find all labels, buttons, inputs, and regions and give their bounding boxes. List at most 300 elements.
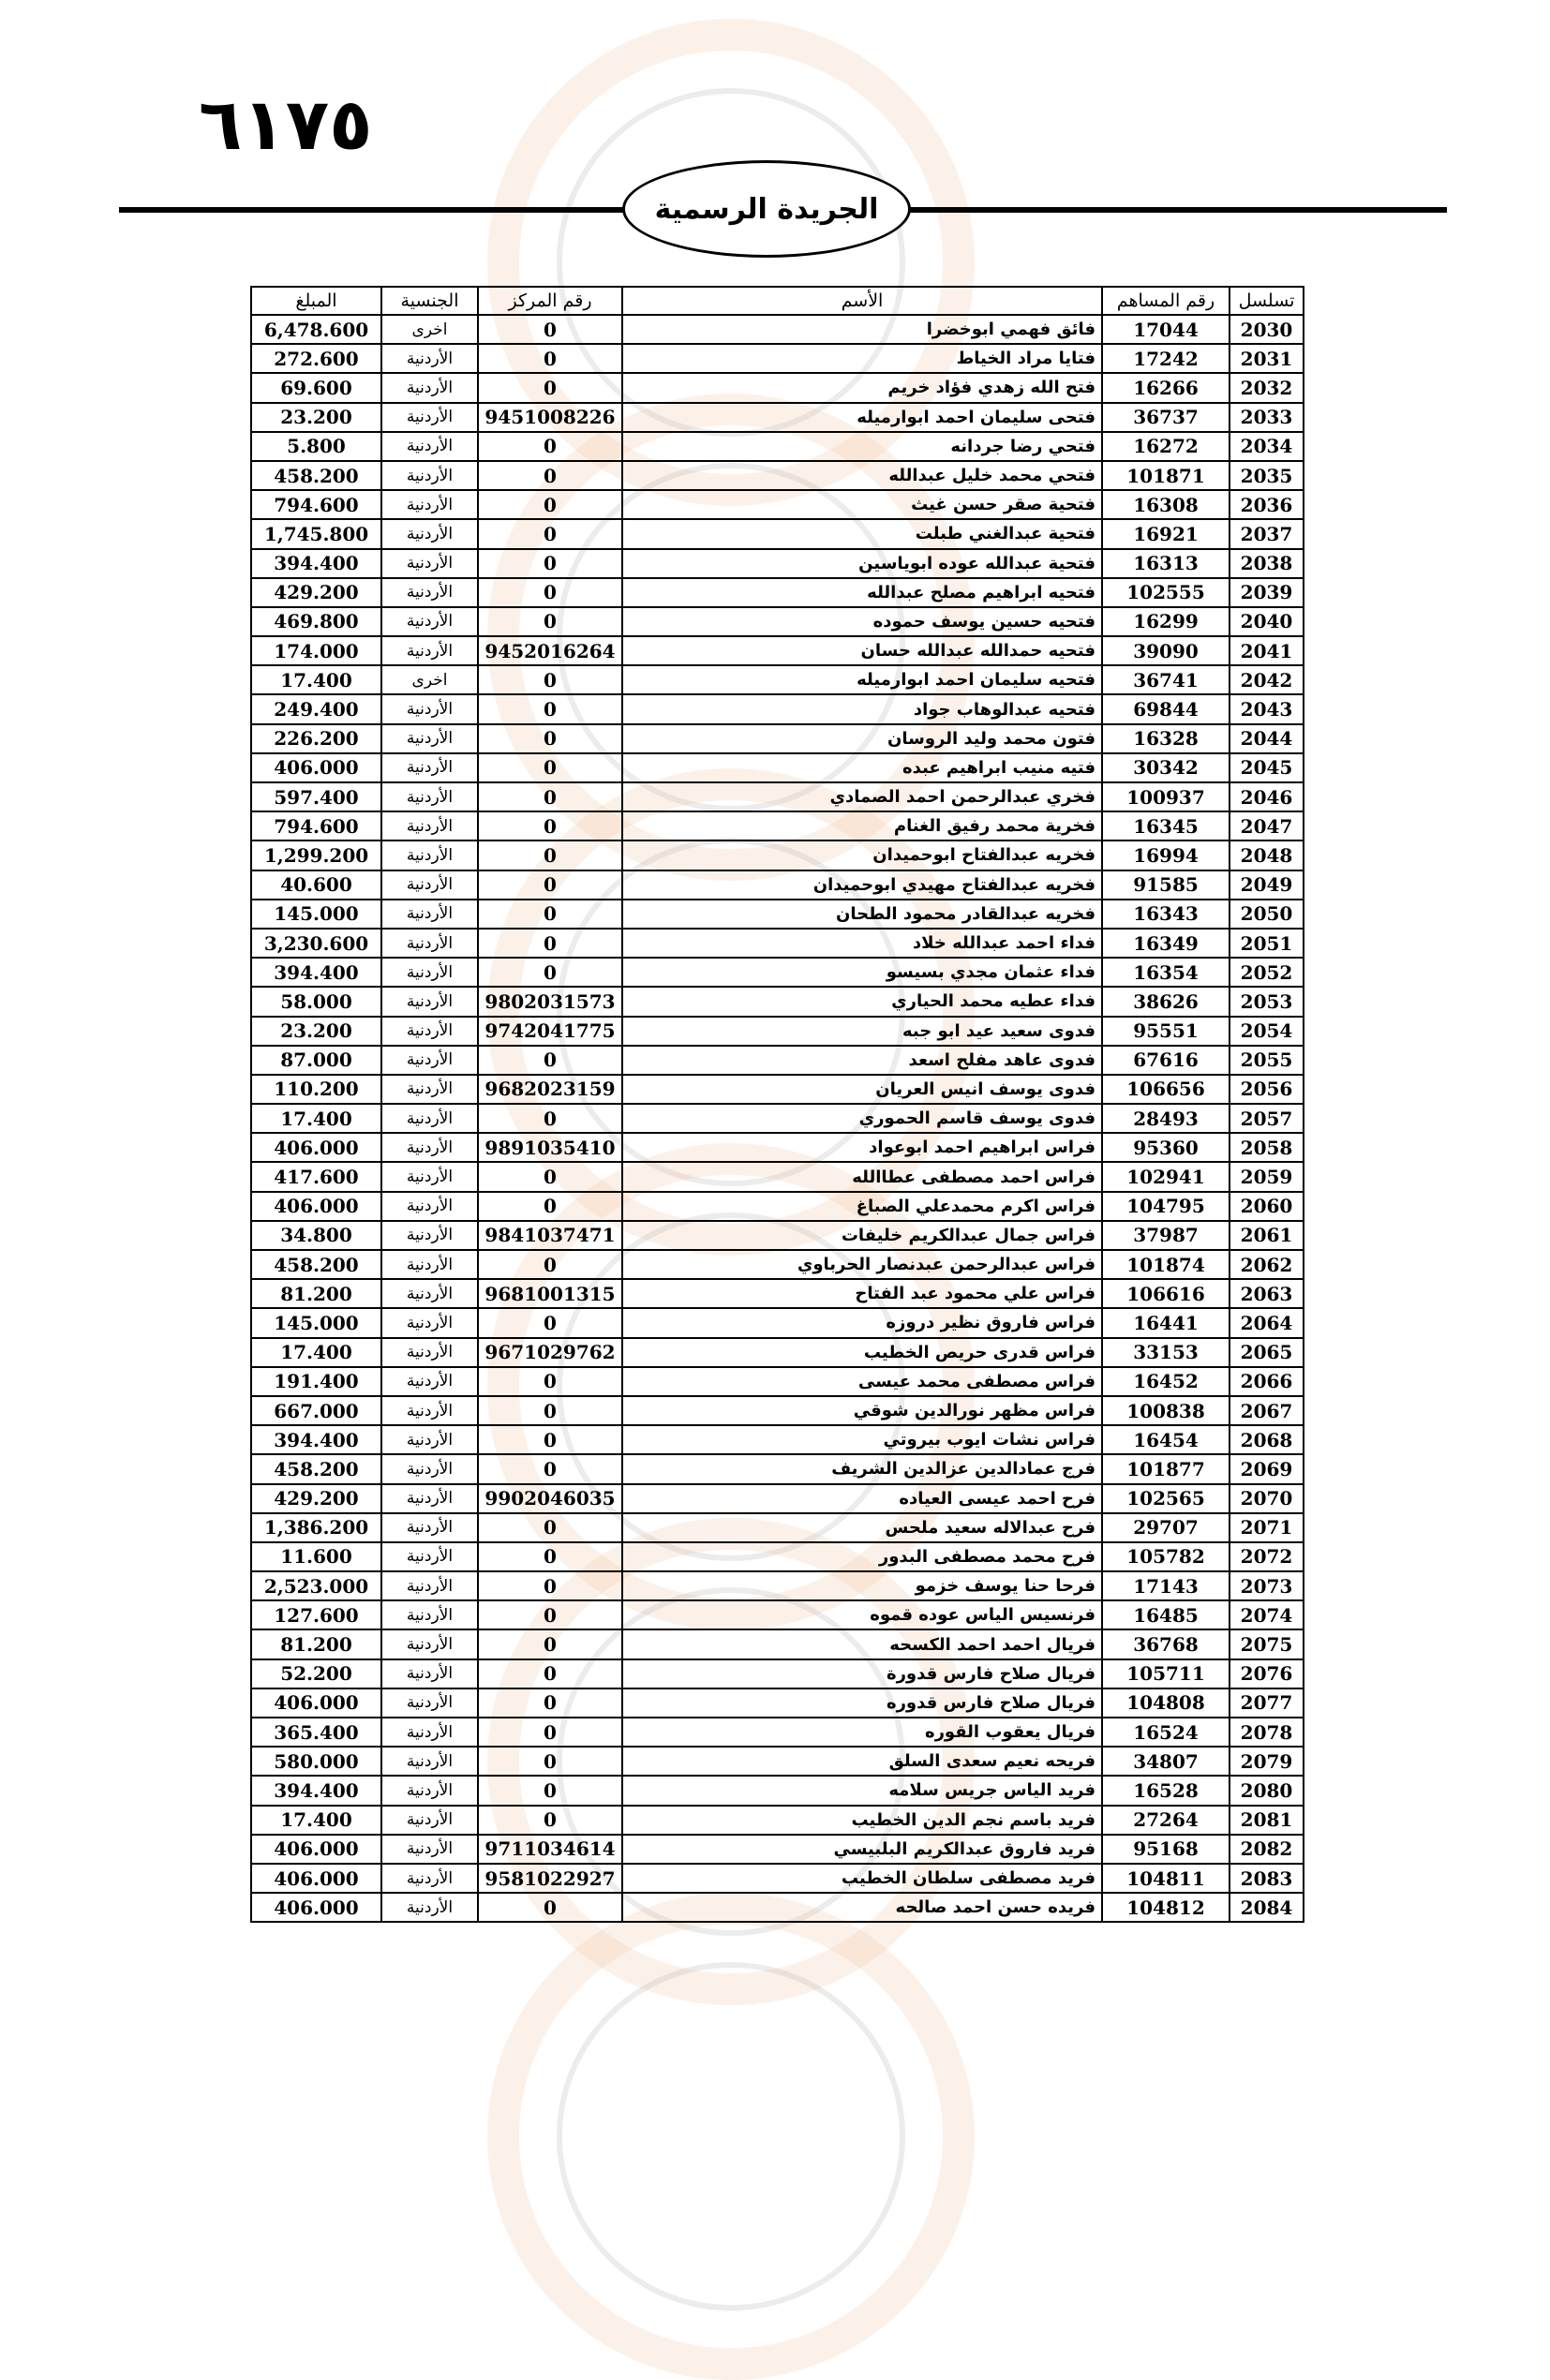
cell-shareholder-no: 37987 [1102, 1221, 1230, 1250]
cell-nationality: الأردنية [381, 1396, 478, 1425]
cell-name: فتحيه حسين يوسف حموده [622, 607, 1102, 636]
cell-shareholder-no: 17044 [1102, 315, 1230, 344]
cell-seq: 2051 [1230, 929, 1304, 958]
cell-name: فتح الله زهدي فؤاد خريم [622, 373, 1102, 402]
table-row [251, 1484, 1304, 1513]
cell-seq: 2053 [1230, 987, 1304, 1016]
cell-shareholder-no: 16266 [1102, 373, 1230, 402]
cell-name: فتحيه حمدالله عبدالله حسان [622, 636, 1102, 665]
cell-seq: 2068 [1230, 1425, 1304, 1454]
table-row [251, 519, 1304, 548]
cell-center-no: 0 [478, 1308, 622, 1337]
column-header-seq: تسلسل [1230, 287, 1304, 315]
cell-name: فدوى يوسف انيس العريان [622, 1075, 1102, 1104]
cell-center-no: 0 [478, 490, 622, 519]
cell-shareholder-no: 16452 [1102, 1367, 1230, 1396]
cell-name: فراس مصطفى محمد عيسى [622, 1367, 1102, 1396]
page-number: ٦١٧٥ [199, 82, 373, 166]
cell-name: فتحيه سليمان احمد ابوارميله [622, 665, 1102, 694]
cell-shareholder-no: 16272 [1102, 432, 1230, 461]
cell-seq: 2035 [1230, 461, 1304, 490]
cell-name: فخري عبدالرحمن احمد الصمادي [622, 782, 1102, 811]
cell-center-no: 0 [478, 811, 622, 840]
table-row [251, 315, 1304, 344]
cell-seq: 2082 [1230, 1835, 1304, 1864]
cell-amount: 87.000 [251, 1046, 381, 1075]
cell-center-no: 0 [478, 432, 622, 461]
cell-name: فتحيه ابراهيم مصلح عبدالله [622, 578, 1102, 607]
table-row [251, 1425, 1304, 1454]
cell-nationality: الأردنية [381, 1192, 478, 1221]
cell-shareholder-no: 106656 [1102, 1075, 1230, 1104]
cell-center-no: 0 [478, 753, 622, 782]
table-row [251, 549, 1304, 578]
cell-seq: 2064 [1230, 1308, 1304, 1337]
cell-seq: 2065 [1230, 1338, 1304, 1367]
cell-seq: 2076 [1230, 1659, 1304, 1688]
cell-seq: 2067 [1230, 1396, 1304, 1425]
cell-shareholder-no: 105711 [1102, 1659, 1230, 1688]
cell-seq: 2084 [1230, 1893, 1304, 1922]
cell-center-no: 0 [478, 1454, 622, 1483]
cell-name: فراس عبدالرحمن عبدنصار الحرباوي [622, 1250, 1102, 1279]
cell-shareholder-no: 105782 [1102, 1542, 1230, 1571]
cell-seq: 2037 [1230, 519, 1304, 548]
cell-name: فتحية عبدالغني طبلت [622, 519, 1102, 548]
cell-name: فرح احمد عيسى العياده [622, 1484, 1102, 1513]
cell-shareholder-no: 16994 [1102, 840, 1230, 870]
cell-amount: 145.000 [251, 1308, 381, 1337]
cell-amount: 17.400 [251, 1104, 381, 1133]
cell-center-no: 0 [478, 1396, 622, 1425]
cell-center-no: 9891035410 [478, 1133, 622, 1162]
table-row [251, 1864, 1304, 1893]
cell-center-no: 0 [478, 724, 622, 753]
cell-name: فرحا حنا يوسف خزمو [622, 1571, 1102, 1600]
cell-nationality: الأردنية [381, 1513, 478, 1542]
cell-amount: 406.000 [251, 1864, 381, 1893]
cell-name: فرح عبدالاله سعيد ملحس [622, 1513, 1102, 1542]
table-row [251, 1629, 1304, 1659]
cell-seq: 2066 [1230, 1367, 1304, 1396]
cell-name: فراس نشات ايوب بيروتي [622, 1425, 1102, 1454]
cell-shareholder-no: 16524 [1102, 1718, 1230, 1747]
cell-name: فراس قدرى حريص الخطيب [622, 1338, 1102, 1367]
cell-name: فتحى سليمان احمد ابوارميله [622, 403, 1102, 432]
table-row [251, 1308, 1304, 1337]
cell-shareholder-no: 16485 [1102, 1600, 1230, 1629]
cell-center-no: 0 [478, 1513, 622, 1542]
table-row [251, 987, 1304, 1016]
cell-seq: 2081 [1230, 1806, 1304, 1835]
cell-nationality: الأردنية [381, 1542, 478, 1571]
cell-name: فخريه عبدالفتاح مهيدي ابوحميدان [622, 870, 1102, 900]
cell-seq: 2061 [1230, 1221, 1304, 1250]
cell-center-no: 9802031573 [478, 987, 622, 1016]
cell-name: فريد مصطفى سلطان الخطيب [622, 1864, 1102, 1893]
cell-nationality: الأردنية [381, 1600, 478, 1629]
table-row [251, 1279, 1304, 1308]
cell-seq: 2050 [1230, 900, 1304, 929]
cell-nationality: الأردنية [381, 1104, 478, 1133]
table-row [251, 344, 1304, 373]
cell-seq: 2044 [1230, 724, 1304, 753]
table-row [251, 636, 1304, 665]
cell-seq: 2046 [1230, 782, 1304, 811]
table-row [251, 403, 1304, 432]
cell-center-no: 0 [478, 900, 622, 929]
table-row [251, 490, 1304, 519]
cell-name: فرنسيس الياس عوده قموه [622, 1600, 1102, 1629]
cell-center-no: 0 [478, 1688, 622, 1718]
cell-amount: 394.400 [251, 1776, 381, 1805]
cell-amount: 17.400 [251, 665, 381, 694]
cell-seq: 2056 [1230, 1075, 1304, 1104]
table-row [251, 753, 1304, 782]
table-row [251, 1162, 1304, 1191]
cell-nationality: الأردنية [381, 1338, 478, 1367]
cell-nationality: الأردنية [381, 1571, 478, 1600]
cell-seq: 2054 [1230, 1017, 1304, 1046]
cell-amount: 127.600 [251, 1600, 381, 1629]
cell-center-no: 0 [478, 1776, 622, 1805]
cell-amount: 667.000 [251, 1396, 381, 1425]
cell-seq: 2063 [1230, 1279, 1304, 1308]
cell-seq: 2077 [1230, 1688, 1304, 1718]
cell-name: فريال احمد احمد الكسحه [622, 1629, 1102, 1659]
table-row [251, 1221, 1304, 1250]
cell-shareholder-no: 69844 [1102, 694, 1230, 723]
cell-center-no: 0 [478, 782, 622, 811]
cell-name: فراس احمد مصطفى عطاالله [622, 1162, 1102, 1191]
cell-amount: 6,478.600 [251, 315, 381, 344]
cell-amount: 394.400 [251, 958, 381, 987]
cell-amount: 81.200 [251, 1279, 381, 1308]
cell-amount: 17.400 [251, 1338, 381, 1367]
shareholders-table [250, 286, 1304, 1923]
table-row [251, 900, 1304, 929]
cell-center-no: 9452016264 [478, 636, 622, 665]
cell-amount: 1,386.200 [251, 1513, 381, 1542]
table-row [251, 1396, 1304, 1425]
table-row [251, 1835, 1304, 1864]
cell-nationality: الأردنية [381, 929, 478, 958]
column-header-nationality: الجنسية [381, 287, 478, 315]
cell-amount: 272.600 [251, 344, 381, 373]
cell-amount: 458.200 [251, 1454, 381, 1483]
cell-seq: 2042 [1230, 665, 1304, 694]
cell-center-no: 0 [478, 958, 622, 987]
cell-center-no: 9711034614 [478, 1835, 622, 1864]
cell-amount: 191.400 [251, 1367, 381, 1396]
cell-shareholder-no: 27264 [1102, 1806, 1230, 1835]
cell-amount: 406.000 [251, 1835, 381, 1864]
cell-name: فتحي رضا جردانه [622, 432, 1102, 461]
cell-nationality: الأردنية [381, 1629, 478, 1659]
cell-center-no: 0 [478, 373, 622, 402]
cell-nationality: الأردنية [381, 1893, 478, 1922]
cell-nationality: الأردنية [381, 403, 478, 432]
cell-shareholder-no: 106616 [1102, 1279, 1230, 1308]
cell-nationality: الأردنية [381, 1250, 478, 1279]
table-row [251, 1776, 1304, 1805]
cell-shareholder-no: 16528 [1102, 1776, 1230, 1805]
cell-name: فدوى سعيد عيد ابو جبه [622, 1017, 1102, 1046]
cell-nationality: الأردنية [381, 1221, 478, 1250]
cell-nationality: الأردنية [381, 1659, 478, 1688]
table-row [251, 1893, 1304, 1922]
cell-shareholder-no: 16441 [1102, 1308, 1230, 1337]
cell-name: فدوى يوسف قاسم الحموري [622, 1104, 1102, 1133]
cell-seq: 2079 [1230, 1747, 1304, 1776]
cell-shareholder-no: 104812 [1102, 1893, 1230, 1922]
cell-name: فداء عثمان مجدي بسيسو [622, 958, 1102, 987]
cell-shareholder-no: 67616 [1102, 1046, 1230, 1075]
table-row [251, 607, 1304, 636]
cell-nationality: الأردنية [381, 1017, 478, 1046]
cell-nationality: الأردنية [381, 1133, 478, 1162]
cell-seq: 2036 [1230, 490, 1304, 519]
cell-seq: 2033 [1230, 403, 1304, 432]
cell-nationality: الأردنية [381, 519, 478, 548]
cell-shareholder-no: 28493 [1102, 1104, 1230, 1133]
cell-name: فتايا مراد الخياط [622, 344, 1102, 373]
cell-seq: 2080 [1230, 1776, 1304, 1805]
cell-center-no: 9841037471 [478, 1221, 622, 1250]
cell-shareholder-no: 101877 [1102, 1454, 1230, 1483]
cell-name: فريال يعقوب القوره [622, 1718, 1102, 1747]
table-row [251, 1747, 1304, 1776]
cell-nationality: الأردنية [381, 1718, 478, 1747]
cell-center-no: 0 [478, 607, 622, 636]
cell-name: فريد باسم نجم الدين الخطيب [622, 1806, 1102, 1835]
column-header-name: الأسم [622, 287, 1102, 315]
cell-center-no: 0 [478, 519, 622, 548]
cell-nationality: الأردنية [381, 1835, 478, 1864]
cell-shareholder-no: 16354 [1102, 958, 1230, 987]
cell-seq: 2048 [1230, 840, 1304, 870]
cell-shareholder-no: 101874 [1102, 1250, 1230, 1279]
cell-center-no: 0 [478, 1162, 622, 1191]
cell-amount: 394.400 [251, 549, 381, 578]
table-row [251, 724, 1304, 753]
cell-amount: 406.000 [251, 753, 381, 782]
cell-name: فريد الياس جريس سلامه [622, 1776, 1102, 1805]
cell-center-no: 9902046035 [478, 1484, 622, 1513]
cell-center-no: 9671029762 [478, 1338, 622, 1367]
cell-shareholder-no: 16454 [1102, 1425, 1230, 1454]
cell-seq: 2049 [1230, 870, 1304, 900]
cell-seq: 2039 [1230, 578, 1304, 607]
cell-shareholder-no: 30342 [1102, 753, 1230, 782]
cell-seq: 2038 [1230, 549, 1304, 578]
cell-shareholder-no: 102565 [1102, 1484, 1230, 1513]
table-row [251, 782, 1304, 811]
cell-amount: 17.400 [251, 1806, 381, 1835]
table-row [251, 1133, 1304, 1162]
table-row [251, 694, 1304, 723]
cell-shareholder-no: 16921 [1102, 519, 1230, 548]
column-header-shareholder-no: رقم المساهم [1102, 287, 1230, 315]
table-row [251, 840, 1304, 870]
cell-center-no: 0 [478, 549, 622, 578]
cell-shareholder-no: 95360 [1102, 1133, 1230, 1162]
table-row [251, 1046, 1304, 1075]
cell-nationality: الأردنية [381, 840, 478, 870]
cell-name: فراس جمال عبدالكريم خليفات [622, 1221, 1102, 1250]
cell-amount: 417.600 [251, 1162, 381, 1191]
cell-shareholder-no: 95551 [1102, 1017, 1230, 1046]
cell-center-no: 0 [478, 1629, 622, 1659]
cell-shareholder-no: 102555 [1102, 578, 1230, 607]
cell-name: فتحية صقر حسن غيث [622, 490, 1102, 519]
cell-center-no: 0 [478, 315, 622, 344]
cell-shareholder-no: 16343 [1102, 900, 1230, 929]
table-row [251, 1806, 1304, 1835]
cell-amount: 2,523.000 [251, 1571, 381, 1600]
table-row [251, 578, 1304, 607]
cell-center-no: 9581022927 [478, 1864, 622, 1893]
table-row [251, 811, 1304, 840]
table-row [251, 1338, 1304, 1367]
table-row [251, 1192, 1304, 1221]
cell-seq: 2074 [1230, 1600, 1304, 1629]
cell-name: فخرية محمد رفيق الغنام [622, 811, 1102, 840]
cell-center-no: 0 [478, 1600, 622, 1629]
cell-seq: 2070 [1230, 1484, 1304, 1513]
cell-seq: 2058 [1230, 1133, 1304, 1162]
cell-name: فريده حسن احمد صالحه [622, 1893, 1102, 1922]
cell-name: فتون محمد وليد الروسان [622, 724, 1102, 753]
cell-amount: 5.800 [251, 432, 381, 461]
cell-seq: 2043 [1230, 694, 1304, 723]
cell-name: فدوى عاهد مفلح اسعد [622, 1046, 1102, 1075]
table-row [251, 1017, 1304, 1046]
cell-seq: 2071 [1230, 1513, 1304, 1542]
cell-name: فريال صلاح فارس قدوره [622, 1688, 1102, 1718]
cell-nationality: الأردنية [381, 1046, 478, 1075]
cell-nationality: الأردنية [381, 1776, 478, 1805]
cell-shareholder-no: 101871 [1102, 461, 1230, 490]
cell-amount: 249.400 [251, 694, 381, 723]
table-row [251, 1367, 1304, 1396]
cell-seq: 2030 [1230, 315, 1304, 344]
cell-seq: 2072 [1230, 1542, 1304, 1571]
table-row [251, 461, 1304, 490]
cell-nationality: الأردنية [381, 958, 478, 987]
cell-name: فراس اكرم محمدعلي الصباغ [622, 1192, 1102, 1221]
cell-shareholder-no: 16349 [1102, 929, 1230, 958]
cell-amount: 69.600 [251, 373, 381, 402]
cell-nationality: الأردنية [381, 1806, 478, 1835]
table-row [251, 1571, 1304, 1600]
cell-shareholder-no: 16299 [1102, 607, 1230, 636]
cell-amount: 597.400 [251, 782, 381, 811]
cell-shareholder-no: 16328 [1102, 724, 1230, 753]
cell-name: فرج عمادالدين عزالدين الشريف [622, 1454, 1102, 1483]
cell-seq: 2047 [1230, 811, 1304, 840]
table-row [251, 1104, 1304, 1133]
cell-seq: 2069 [1230, 1454, 1304, 1483]
cell-shareholder-no: 38626 [1102, 987, 1230, 1016]
cell-seq: 2060 [1230, 1192, 1304, 1221]
cell-center-no: 0 [478, 665, 622, 694]
cell-center-no: 0 [478, 1542, 622, 1571]
cell-seq: 2073 [1230, 1571, 1304, 1600]
cell-shareholder-no: 39090 [1102, 636, 1230, 665]
cell-name: فريال صلاح فارس قدورة [622, 1659, 1102, 1688]
cell-name: فداء احمد عبدالله خلاد [622, 929, 1102, 958]
cell-amount: 406.000 [251, 1688, 381, 1718]
cell-center-no: 0 [478, 1571, 622, 1600]
cell-name: فراس علي محمود عبد الفتاح [622, 1279, 1102, 1308]
cell-name: فداء عطيه محمد الحياري [622, 987, 1102, 1016]
cell-seq: 2078 [1230, 1718, 1304, 1747]
cell-shareholder-no: 36741 [1102, 665, 1230, 694]
cell-amount: 11.600 [251, 1542, 381, 1571]
cell-center-no: 0 [478, 344, 622, 373]
cell-amount: 226.200 [251, 724, 381, 753]
cell-name: فخريه عبدالقادر محمود الطحان [622, 900, 1102, 929]
cell-shareholder-no: 36768 [1102, 1629, 1230, 1659]
table-row [251, 1542, 1304, 1571]
cell-amount: 429.200 [251, 578, 381, 607]
cell-nationality: الأردنية [381, 694, 478, 723]
cell-center-no: 0 [478, 1806, 622, 1835]
cell-nationality: الأردنية [381, 811, 478, 840]
cell-name: فراس مظهر نورالدين شوقي [622, 1396, 1102, 1425]
cell-center-no: 9681001315 [478, 1279, 622, 1308]
cell-nationality: الأردنية [381, 870, 478, 900]
cell-nationality: الأردنية [381, 636, 478, 665]
cell-nationality: الأردنية [381, 373, 478, 402]
cell-name: فريد فاروق عبدالكريم البلبيسي [622, 1835, 1102, 1864]
watermark-seal [487, 1893, 975, 2380]
cell-nationality: الأردنية [381, 782, 478, 811]
cell-center-no: 0 [478, 1192, 622, 1221]
cell-name: فخريه عبدالفتاح ابوحميدان [622, 840, 1102, 870]
cell-seq: 2059 [1230, 1162, 1304, 1191]
cell-nationality: الأردنية [381, 987, 478, 1016]
cell-center-no: 0 [478, 1659, 622, 1688]
cell-center-no: 0 [478, 840, 622, 870]
cell-seq: 2083 [1230, 1864, 1304, 1893]
header-oval [622, 160, 911, 258]
cell-amount: 406.000 [251, 1893, 381, 1922]
cell-seq: 2032 [1230, 373, 1304, 402]
cell-amount: 794.600 [251, 811, 381, 840]
cell-shareholder-no: 29707 [1102, 1513, 1230, 1542]
cell-nationality: الأردنية [381, 1747, 478, 1776]
cell-center-no: 0 [478, 1250, 622, 1279]
cell-amount: 34.800 [251, 1221, 381, 1250]
table-row [251, 1513, 1304, 1542]
cell-center-no: 0 [478, 694, 622, 723]
cell-shareholder-no: 91585 [1102, 870, 1230, 900]
cell-center-no: 0 [478, 461, 622, 490]
cell-shareholder-no: 17143 [1102, 1571, 1230, 1600]
cell-seq: 2055 [1230, 1046, 1304, 1075]
cell-shareholder-no: 36737 [1102, 403, 1230, 432]
cell-name: فرح محمد مصطفى البدور [622, 1542, 1102, 1571]
table-row [251, 1718, 1304, 1747]
cell-center-no: 0 [478, 1104, 622, 1133]
cell-name: فتحي محمد خليل عبدالله [622, 461, 1102, 490]
cell-shareholder-no: 95168 [1102, 1835, 1230, 1864]
cell-shareholder-no: 17242 [1102, 344, 1230, 373]
cell-shareholder-no: 16308 [1102, 490, 1230, 519]
cell-nationality: اخرى [381, 315, 478, 344]
